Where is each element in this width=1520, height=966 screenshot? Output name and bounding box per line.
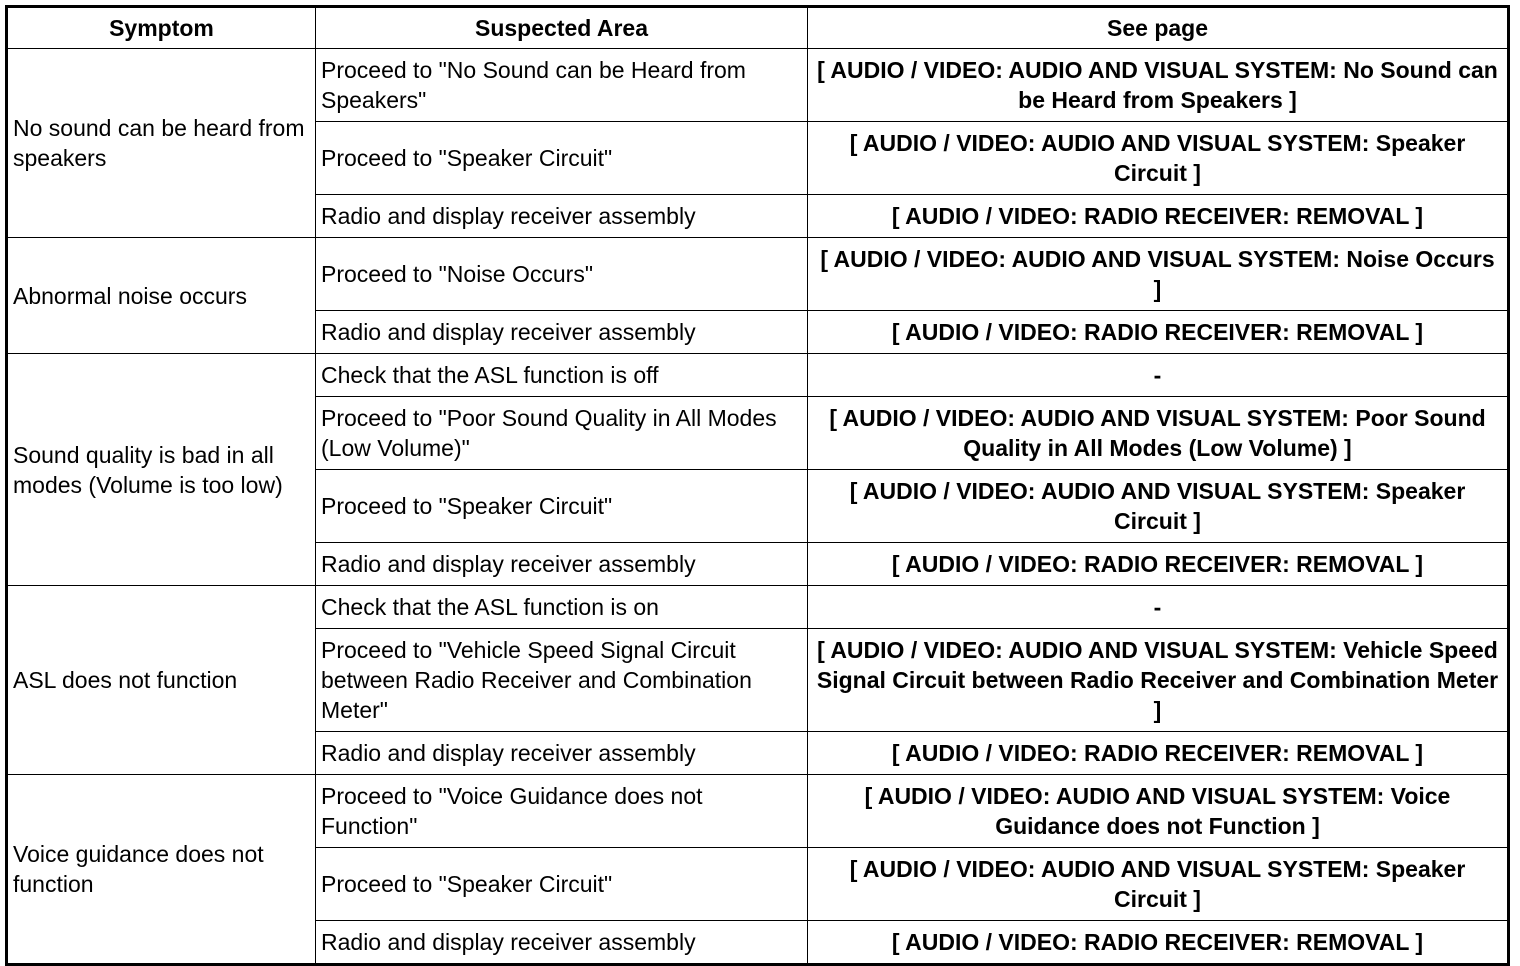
suspected-area-cell: Radio and display receiver assembly: [316, 311, 808, 354]
see-page-link[interactable]: [ AUDIO / VIDEO: AUDIO AND VISUAL SYSTEM: Speaker Circuit ]: [808, 848, 1509, 921]
suspected-area-cell: Proceed to "Poor Sound Quality in All Modes (Low Volume)": [316, 397, 808, 470]
table-row: [7, 586, 1509, 629]
table-row: [7, 238, 1509, 311]
suspected-area-cell: Proceed to "Speaker Circuit": [316, 470, 808, 543]
suspected-area-cell: Radio and display receiver assembly: [316, 543, 808, 586]
troubleshooting-table: [5, 5, 1510, 966]
see-page-link[interactable]: [ AUDIO / VIDEO: AUDIO AND VISUAL SYSTEM: Voice Guidance does not Function ]: [808, 775, 1509, 848]
suspected-area-cell: Proceed to "Voice Guidance does not Function": [316, 775, 808, 848]
symptom-cell: Abnormal noise occurs: [7, 238, 316, 354]
symptom-cell: Sound quality is bad in all modes (Volume is too low): [7, 354, 316, 586]
suspected-area-cell: Radio and display receiver assembly: [316, 195, 808, 238]
suspected-area-cell: Proceed to "Vehicle Speed Signal Circuit between Radio Receiver and Combination Meter": [316, 629, 808, 732]
suspected-area-cell: Radio and display receiver assembly: [316, 921, 808, 965]
suspected-area-cell: Radio and display receiver assembly: [316, 732, 808, 775]
header-symptom: Symptom: [7, 7, 316, 49]
see-page-link[interactable]: [ AUDIO / VIDEO: RADIO RECEIVER: REMOVAL ]: [808, 195, 1509, 238]
table-row: [7, 354, 1509, 397]
table-row: [7, 775, 1509, 848]
see-page-link[interactable]: [ AUDIO / VIDEO: AUDIO AND VISUAL SYSTEM: Speaker Circuit ]: [808, 470, 1509, 543]
suspected-area-cell: Check that the ASL function is on: [316, 586, 808, 629]
see-page-link[interactable]: [ AUDIO / VIDEO: AUDIO AND VISUAL SYSTEM: Poor Sound Quality in All Modes (Low Volume) ]: [808, 397, 1509, 470]
see-page-link[interactable]: [ AUDIO / VIDEO: AUDIO AND VISUAL SYSTEM: No Sound can be Heard from Speakers ]: [808, 49, 1509, 122]
suspected-area-cell: Proceed to "No Sound can be Heard from Speakers": [316, 49, 808, 122]
see-page-link[interactable]: [ AUDIO / VIDEO: RADIO RECEIVER: REMOVAL ]: [808, 311, 1509, 354]
header-suspected-area: Suspected Area: [316, 7, 808, 49]
suspected-area-cell: Proceed to "Noise Occurs": [316, 238, 808, 311]
table-row: [7, 49, 1509, 122]
see-page-link[interactable]: [ AUDIO / VIDEO: AUDIO AND VISUAL SYSTEM: Noise Occurs ]: [808, 238, 1509, 311]
see-page-link[interactable]: [ AUDIO / VIDEO: RADIO RECEIVER: REMOVAL ]: [808, 543, 1509, 586]
symptom-cell: No sound can be heard from speakers: [7, 49, 316, 238]
see-page-cell: -: [808, 354, 1509, 397]
see-page-link[interactable]: [ AUDIO / VIDEO: AUDIO AND VISUAL SYSTEM: Speaker Circuit ]: [808, 122, 1509, 195]
symptom-cell: ASL does not function: [7, 586, 316, 775]
see-page-link[interactable]: [ AUDIO / VIDEO: RADIO RECEIVER: REMOVAL ]: [808, 732, 1509, 775]
see-page-link[interactable]: [ AUDIO / VIDEO: AUDIO AND VISUAL SYSTEM: Vehicle Speed Signal Circuit between Radio Receiver and Combination Meter ]: [808, 629, 1509, 732]
see-page-link[interactable]: [ AUDIO / VIDEO: RADIO RECEIVER: REMOVAL ]: [808, 921, 1509, 965]
header-see-page: See page: [808, 7, 1509, 49]
suspected-area-cell: Proceed to "Speaker Circuit": [316, 848, 808, 921]
suspected-area-cell: Check that the ASL function is off: [316, 354, 808, 397]
header-row: [7, 7, 1509, 49]
see-page-cell: -: [808, 586, 1509, 629]
symptom-cell: Voice guidance does not function: [7, 775, 316, 965]
suspected-area-cell: Proceed to "Speaker Circuit": [316, 122, 808, 195]
